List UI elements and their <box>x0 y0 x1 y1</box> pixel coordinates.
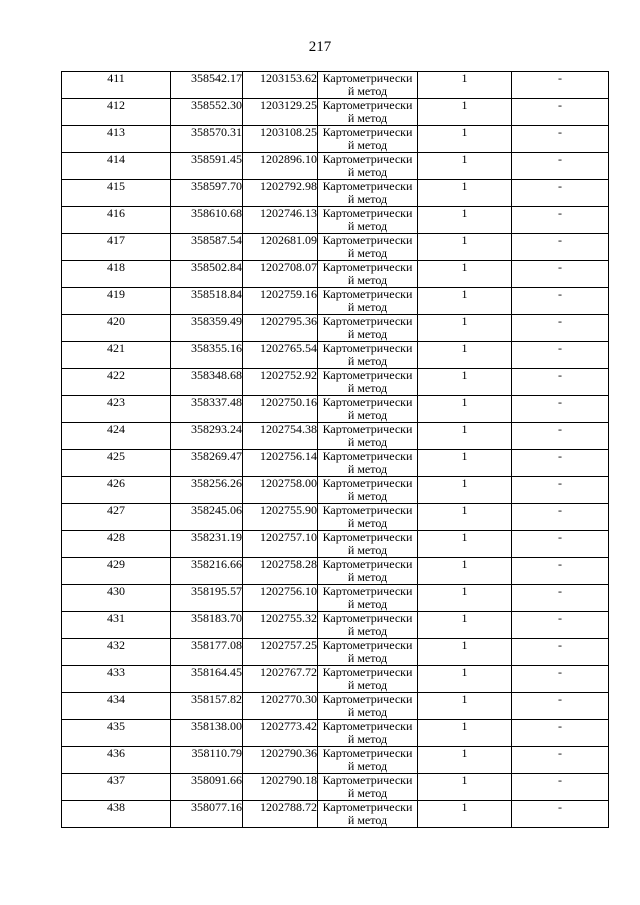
point-number-cell: 431 <box>62 612 171 639</box>
point-number-cell: 425 <box>62 450 171 477</box>
x-coordinate-cell: 358231.19 <box>171 531 243 558</box>
method-text: Картометрически й метод <box>322 800 413 827</box>
method-cell <box>318 207 418 234</box>
accuracy-cell: 1 <box>418 585 512 612</box>
table-row <box>62 450 609 477</box>
description-cell: - <box>512 504 609 531</box>
method-cell <box>318 234 418 261</box>
method-text: Картометрически й метод <box>322 341 413 368</box>
description-cell: - <box>512 612 609 639</box>
page-number: 217 <box>308 39 332 55</box>
method-cell <box>318 585 418 612</box>
description-cell: - <box>512 801 609 828</box>
table-row <box>62 288 609 315</box>
description-cell: - <box>512 639 609 666</box>
description-cell: - <box>512 234 609 261</box>
description-cell: - <box>512 585 609 612</box>
y-coordinate-cell: 1202773.42 <box>243 720 318 747</box>
accuracy-cell: 1 <box>418 369 512 396</box>
method-text: Картометрически й метод <box>322 665 413 692</box>
method-cell <box>318 396 418 423</box>
table-row <box>62 315 609 342</box>
x-coordinate-cell: 358245.06 <box>171 504 243 531</box>
description-cell: - <box>512 72 609 99</box>
method-text: Картометрически й метод <box>322 152 413 179</box>
point-number-cell: 428 <box>62 531 171 558</box>
point-number-cell: 433 <box>62 666 171 693</box>
table-row <box>62 261 609 288</box>
y-coordinate-cell: 1202758.00 <box>243 477 318 504</box>
accuracy-cell: 1 <box>418 477 512 504</box>
point-number-cell: 411 <box>62 72 171 99</box>
y-coordinate-cell: 1202750.16 <box>243 396 318 423</box>
description-cell: - <box>512 288 609 315</box>
y-coordinate-cell: 1202759.16 <box>243 288 318 315</box>
table-row <box>62 801 609 828</box>
accuracy-cell: 1 <box>418 261 512 288</box>
point-number-cell: 419 <box>62 288 171 315</box>
description-cell: - <box>512 180 609 207</box>
method-text: Картометрически й метод <box>322 206 413 233</box>
point-number-cell: 417 <box>62 234 171 261</box>
method-text: Картометрически й метод <box>322 773 413 800</box>
method-text: Картометрически й метод <box>322 422 413 449</box>
method-text: Картометрически й метод <box>322 638 413 665</box>
point-number-cell: 432 <box>62 639 171 666</box>
point-number-cell: 420 <box>62 315 171 342</box>
accuracy-cell: 1 <box>418 504 512 531</box>
y-coordinate-cell: 1202755.32 <box>243 612 318 639</box>
method-cell <box>318 693 418 720</box>
y-coordinate-cell: 1202756.14 <box>243 450 318 477</box>
method-cell <box>318 423 418 450</box>
method-cell <box>318 99 418 126</box>
x-coordinate-cell: 358552.30 <box>171 99 243 126</box>
table-row <box>62 207 609 234</box>
point-number-cell: 436 <box>62 747 171 774</box>
table-row <box>62 504 609 531</box>
description-cell: - <box>512 261 609 288</box>
y-coordinate-cell: 1202767.72 <box>243 666 318 693</box>
method-cell <box>318 315 418 342</box>
y-coordinate-cell: 1202757.10 <box>243 531 318 558</box>
table-row <box>62 126 609 153</box>
coordinates-table-body <box>62 72 609 828</box>
x-coordinate-cell: 358164.45 <box>171 666 243 693</box>
method-text: Картометрически й метод <box>322 314 413 341</box>
table-row <box>62 72 609 99</box>
accuracy-cell: 1 <box>418 396 512 423</box>
method-cell <box>318 261 418 288</box>
x-coordinate-cell: 358355.16 <box>171 342 243 369</box>
point-number-cell: 437 <box>62 774 171 801</box>
x-coordinate-cell: 358597.70 <box>171 180 243 207</box>
accuracy-cell: 1 <box>418 531 512 558</box>
point-number-cell: 429 <box>62 558 171 585</box>
method-text: Картометрически й метод <box>322 449 413 476</box>
x-coordinate-cell: 358177.08 <box>171 639 243 666</box>
method-text: Картометрически й метод <box>322 503 413 530</box>
description-cell: - <box>512 747 609 774</box>
y-coordinate-cell: 1202757.25 <box>243 639 318 666</box>
accuracy-cell: 1 <box>418 666 512 693</box>
description-cell: - <box>512 396 609 423</box>
table-row <box>62 774 609 801</box>
point-number-cell: 416 <box>62 207 171 234</box>
table-row <box>62 693 609 720</box>
point-number-cell: 412 <box>62 99 171 126</box>
accuracy-cell: 1 <box>418 693 512 720</box>
y-coordinate-cell: 1202756.10 <box>243 585 318 612</box>
accuracy-cell: 1 <box>418 558 512 585</box>
method-cell <box>318 504 418 531</box>
accuracy-cell: 1 <box>418 180 512 207</box>
method-cell <box>318 153 418 180</box>
y-coordinate-cell: 1203108.25 <box>243 126 318 153</box>
accuracy-cell: 1 <box>418 342 512 369</box>
method-text: Картометрически й метод <box>322 530 413 557</box>
x-coordinate-cell: 358502.84 <box>171 261 243 288</box>
table-row <box>62 234 609 261</box>
point-number-cell: 418 <box>62 261 171 288</box>
method-text: Картометрически й метод <box>322 692 413 719</box>
method-cell <box>318 369 418 396</box>
method-text: Картометрически й метод <box>322 557 413 584</box>
method-cell <box>318 288 418 315</box>
table-row <box>62 639 609 666</box>
description-cell: - <box>512 423 609 450</box>
method-text: Картометрически й метод <box>322 584 413 611</box>
point-number-cell: 422 <box>62 369 171 396</box>
method-cell <box>318 774 418 801</box>
method-cell <box>318 801 418 828</box>
accuracy-cell: 1 <box>418 126 512 153</box>
x-coordinate-cell: 358157.82 <box>171 693 243 720</box>
method-cell <box>318 558 418 585</box>
y-coordinate-cell: 1202752.92 <box>243 369 318 396</box>
x-coordinate-cell: 358359.49 <box>171 315 243 342</box>
point-number-cell: 427 <box>62 504 171 531</box>
y-coordinate-cell: 1202770.30 <box>243 693 318 720</box>
description-cell: - <box>512 531 609 558</box>
method-text: Картометрически й метод <box>322 233 413 260</box>
table-row <box>62 720 609 747</box>
method-text: Картометрически й метод <box>322 287 413 314</box>
method-cell <box>318 450 418 477</box>
y-coordinate-cell: 1202765.54 <box>243 342 318 369</box>
description-cell: - <box>512 450 609 477</box>
table-row <box>62 612 609 639</box>
point-number-cell: 415 <box>62 180 171 207</box>
method-cell <box>318 180 418 207</box>
x-coordinate-cell: 358183.70 <box>171 612 243 639</box>
x-coordinate-cell: 358293.24 <box>171 423 243 450</box>
point-number-cell: 434 <box>62 693 171 720</box>
y-coordinate-cell: 1202795.36 <box>243 315 318 342</box>
x-coordinate-cell: 358269.47 <box>171 450 243 477</box>
description-cell: - <box>512 693 609 720</box>
table-row <box>62 396 609 423</box>
method-text: Картометрически й метод <box>322 260 413 287</box>
accuracy-cell: 1 <box>418 450 512 477</box>
y-coordinate-cell: 1203153.62 <box>243 72 318 99</box>
method-cell <box>318 72 418 99</box>
y-coordinate-cell: 1202755.90 <box>243 504 318 531</box>
y-coordinate-cell: 1202896.10 <box>243 153 318 180</box>
table-row <box>62 747 609 774</box>
method-cell <box>318 639 418 666</box>
x-coordinate-cell: 358256.26 <box>171 477 243 504</box>
point-number-cell: 424 <box>62 423 171 450</box>
accuracy-cell: 1 <box>418 639 512 666</box>
method-cell <box>318 477 418 504</box>
description-cell: - <box>512 369 609 396</box>
table-row <box>62 153 609 180</box>
method-cell <box>318 666 418 693</box>
method-cell <box>318 531 418 558</box>
method-text: Картометрически й метод <box>322 746 413 773</box>
point-number-cell: 435 <box>62 720 171 747</box>
y-coordinate-cell: 1202758.28 <box>243 558 318 585</box>
y-coordinate-cell: 1203129.25 <box>243 99 318 126</box>
table-row <box>62 180 609 207</box>
x-coordinate-cell: 358077.16 <box>171 801 243 828</box>
accuracy-cell: 1 <box>418 234 512 261</box>
point-number-cell: 430 <box>62 585 171 612</box>
description-cell: - <box>512 315 609 342</box>
accuracy-cell: 1 <box>418 72 512 99</box>
x-coordinate-cell: 358216.66 <box>171 558 243 585</box>
x-coordinate-cell: 358591.45 <box>171 153 243 180</box>
description-cell: - <box>512 558 609 585</box>
method-cell <box>318 720 418 747</box>
method-text: Картометрически й метод <box>322 368 413 395</box>
accuracy-cell: 1 <box>418 612 512 639</box>
method-text: Картометрически й метод <box>322 476 413 503</box>
y-coordinate-cell: 1202708.07 <box>243 261 318 288</box>
description-cell: - <box>512 126 609 153</box>
method-text: Картометрически й метод <box>322 179 413 206</box>
description-cell: - <box>512 477 609 504</box>
y-coordinate-cell: 1202681.09 <box>243 234 318 261</box>
point-number-cell: 421 <box>62 342 171 369</box>
accuracy-cell: 1 <box>418 423 512 450</box>
method-text: Картометрически й метод <box>322 125 413 152</box>
x-coordinate-cell: 358570.31 <box>171 126 243 153</box>
method-cell <box>318 747 418 774</box>
y-coordinate-cell: 1202790.18 <box>243 774 318 801</box>
y-coordinate-cell: 1202790.36 <box>243 747 318 774</box>
method-text: Картометрически й метод <box>322 71 413 98</box>
description-cell: - <box>512 774 609 801</box>
description-cell: - <box>512 720 609 747</box>
x-coordinate-cell: 358348.68 <box>171 369 243 396</box>
method-cell <box>318 342 418 369</box>
x-coordinate-cell: 358610.68 <box>171 207 243 234</box>
y-coordinate-cell: 1202788.72 <box>243 801 318 828</box>
method-text: Картометрически й метод <box>322 719 413 746</box>
x-coordinate-cell: 358518.84 <box>171 288 243 315</box>
method-cell <box>318 126 418 153</box>
point-number-cell: 414 <box>62 153 171 180</box>
table-row <box>62 342 609 369</box>
accuracy-cell: 1 <box>418 288 512 315</box>
accuracy-cell: 1 <box>418 99 512 126</box>
y-coordinate-cell: 1202746.13 <box>243 207 318 234</box>
accuracy-cell: 1 <box>418 153 512 180</box>
y-coordinate-cell: 1202792.98 <box>243 180 318 207</box>
x-coordinate-cell: 358542.17 <box>171 72 243 99</box>
point-number-cell: 426 <box>62 477 171 504</box>
x-coordinate-cell: 358110.79 <box>171 747 243 774</box>
x-coordinate-cell: 358091.66 <box>171 774 243 801</box>
x-coordinate-cell: 358195.57 <box>171 585 243 612</box>
table-row <box>62 423 609 450</box>
method-text: Картометрически й метод <box>322 98 413 125</box>
description-cell: - <box>512 207 609 234</box>
accuracy-cell: 1 <box>418 315 512 342</box>
method-text: Картометрически й метод <box>322 611 413 638</box>
description-cell: - <box>512 153 609 180</box>
method-text: Картометрически й метод <box>322 395 413 422</box>
accuracy-cell: 1 <box>418 207 512 234</box>
description-cell: - <box>512 666 609 693</box>
point-number-cell: 423 <box>62 396 171 423</box>
x-coordinate-cell: 358587.54 <box>171 234 243 261</box>
x-coordinate-cell: 358138.00 <box>171 720 243 747</box>
accuracy-cell: 1 <box>418 774 512 801</box>
point-number-cell: 438 <box>62 801 171 828</box>
y-coordinate-cell: 1202754.38 <box>243 423 318 450</box>
accuracy-cell: 1 <box>418 720 512 747</box>
description-cell: - <box>512 99 609 126</box>
accuracy-cell: 1 <box>418 801 512 828</box>
table-row <box>62 369 609 396</box>
method-cell <box>318 612 418 639</box>
point-number-cell: 413 <box>62 126 171 153</box>
accuracy-cell: 1 <box>418 747 512 774</box>
table-row <box>62 666 609 693</box>
table-row <box>62 585 609 612</box>
table-row <box>62 99 609 126</box>
table-row <box>62 558 609 585</box>
table-row <box>62 531 609 558</box>
x-coordinate-cell: 358337.48 <box>171 396 243 423</box>
description-cell: - <box>512 342 609 369</box>
table-row <box>62 477 609 504</box>
coordinates-table <box>61 71 609 828</box>
